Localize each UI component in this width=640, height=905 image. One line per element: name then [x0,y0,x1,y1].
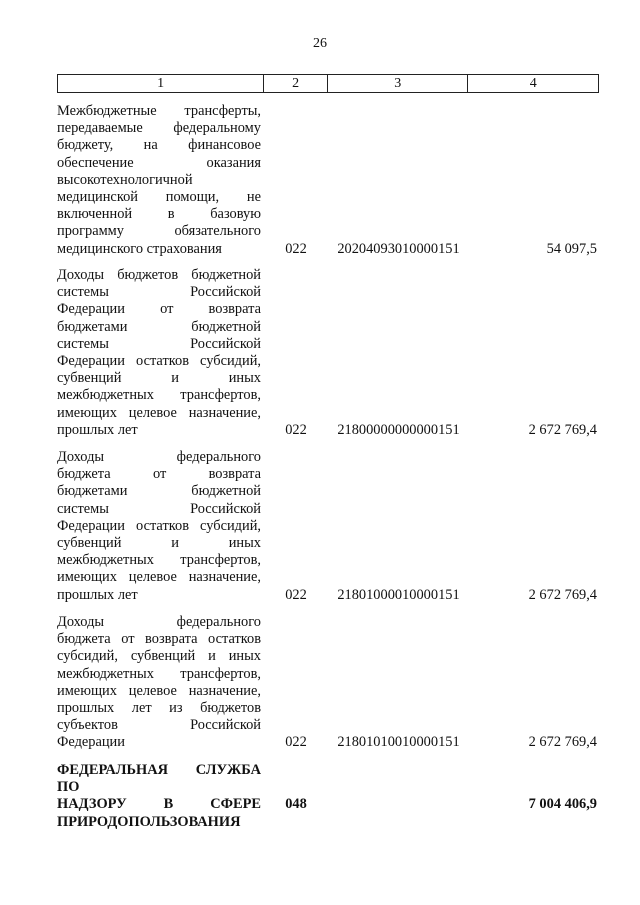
description-line: медицинской помощи, не [57,189,261,206]
description-line: прошлых лет [57,586,138,603]
description-line: обеспечение оказания [57,154,261,171]
row-description [57,267,261,439]
description-line: системы Российской [57,500,261,517]
row-description [57,449,261,604]
description-line: межбюджетных трансфертов, [57,387,261,404]
description-line: Федерации остатков субсидий, [57,517,261,534]
description-line: бюджетами бюджетной [57,483,261,500]
description-line: НАДЗОРУ В СФЕРЕ [57,796,261,813]
description-line: передаваемые федеральному [57,120,261,137]
description-line: имеющих целевое назначение, [57,404,261,421]
row-kbk: 21800000000000151 [337,421,460,438]
description-line: бюджетами бюджетной [57,318,261,335]
description-line: Федерации от возврата [57,301,261,318]
row-code: 022 [285,421,307,438]
description-line: программу обязательного [57,223,261,240]
table-header [57,74,599,93]
description-line: субсидий, субвенций и иных [57,648,261,665]
description-line: Доходы федерального [57,614,261,630]
row-kbk: 20204093010000151 [337,240,460,257]
description-line: медицинского страхования [57,240,222,257]
description-line: Федерации остатков субсидий, [57,353,261,370]
header-col-4: 4 [529,76,537,91]
row-code: 022 [285,734,307,751]
row-kbk: 21801010010000151 [337,734,460,751]
row-code: 048 [285,796,307,813]
row-code: 022 [285,586,307,603]
description-line: субъектов Российской [57,717,261,734]
row-amount: 2 672 769,4 [528,734,597,751]
row-amount: 2 672 769,4 [528,421,597,438]
description-line: системы Российской [57,284,261,301]
description-line: имеющих целевое назначение, [57,682,261,699]
description-line: межбюджетных трансфертов, [57,665,261,682]
header-col-2: 2 [264,75,328,92]
description-line: прошлых лет из бюджетов [57,700,261,717]
description-line: прошлых лет [57,421,138,438]
header-col-1: 1 [58,75,264,92]
description-line: бюджету, на финансовое [57,137,261,154]
description-line: субвенций и иных [57,370,261,387]
description-line: бюджета от возврата остатков [57,631,261,648]
row-kbk: 21801000010000151 [337,586,460,603]
description-line: включенной в базовую [57,206,261,223]
description-line: высокотехнологичной [57,171,193,188]
page-number: 26 [313,36,327,51]
description-line: имеющих целевое назначение, [57,569,261,586]
row-amount: 7 004 406,9 [528,796,597,813]
description-line: ФЕДЕРАЛЬНАЯ СЛУЖБА ПО [57,762,261,796]
description-line: субвенций и иных [57,535,261,552]
row-code: 022 [285,240,307,257]
description-line: бюджета от возврата [57,466,261,483]
header-col-3: 3 [328,75,468,92]
row-amount: 2 672 769,4 [528,586,597,603]
description-line: межбюджетных трансфертов, [57,552,261,569]
row-description [57,762,261,831]
description-line: Межбюджетные трансферты, [57,103,261,119]
row-description [57,103,261,258]
description-line: Федерации [57,734,125,751]
description-line: ПРИРОДОПОЛЬЗОВАНИЯ [57,813,241,830]
row-amount: 54 097,5 [546,240,597,257]
description-line: системы Российской [57,335,261,352]
row-description [57,614,261,752]
description-line: Доходы федерального [57,449,261,465]
description-line: Доходы бюджетов бюджетной [57,267,261,283]
